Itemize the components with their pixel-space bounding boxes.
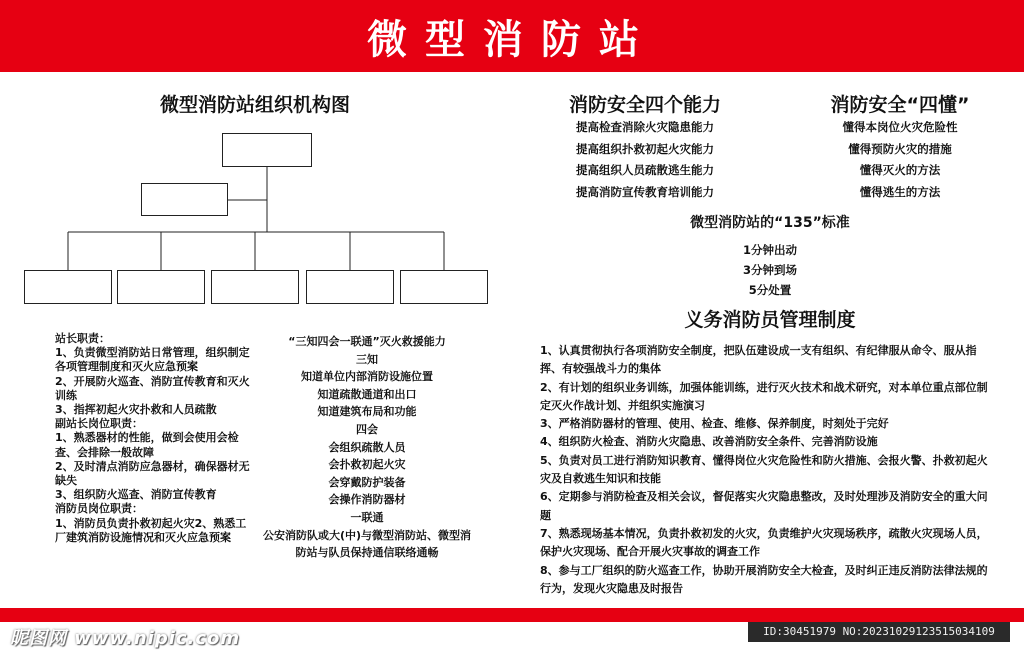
- org-box-deputy-chief: [141, 183, 228, 216]
- four-abilities-list: [535, 117, 755, 203]
- org-chart-title: 微型消防站组织机构图: [159, 94, 350, 116]
- volunteer-rules-item: 1、认真贯彻执行各项消防安全制度，把队伍建设成一支有组织、有纪律服从命令、服从指挥、有较强战斗力的集体: [540, 344, 977, 376]
- volunteer-rules-item: 7、熟悉现场基本情况，负责扑救初发的火灾，负责维护火灾现场秩序，疏散火灾现场人员，保护火灾现场、配合开展火灾事故的调查工作: [540, 526, 988, 559]
- three-four-line: 知道疏散通道和出口: [317, 387, 417, 401]
- three-four-line: 会穿戴防护装备: [328, 475, 406, 489]
- four-abilities-item: 提高组织人员疏散逃生能力: [576, 163, 714, 177]
- three-four-line: 知道单位内部消防设施位置: [301, 370, 433, 384]
- standard-135-list: [700, 240, 840, 300]
- station-duties-line: 2、及时清点消防应急器材，确保器材无缺失: [55, 459, 250, 488]
- four-knows-list: [800, 117, 1000, 203]
- nipic-watermark-id: ID:30451979 NO:20231029123515034109: [748, 622, 1010, 642]
- station-duties-line: 消防员岗位职责：: [55, 502, 143, 516]
- org-box-member-1: [24, 270, 112, 304]
- org-box-member-5: [400, 270, 488, 304]
- volunteer-rules-item: 8、参与工厂组织的防火巡查工作，协助开展消防安全大检查，及时纠正违反消防法律法规的行为，发现火灾隐患及时报告: [540, 563, 988, 595]
- volunteer-rules-item: 5、负责对员工进行消防知识教育、懂得岗位火灾危险性和防火措施、会报火警、扑救初起火灾及自救逃生知识和技能: [540, 453, 988, 486]
- three-four-line: 四会: [356, 422, 378, 436]
- three-four-line: 一联通: [350, 510, 384, 524]
- three-four-line: 会扑救初起火灾: [328, 458, 406, 472]
- standard-135-item: 5分处置: [748, 283, 792, 297]
- org-box-member-3: [211, 270, 299, 304]
- three-four-line: 三知: [356, 352, 378, 366]
- three-four-line: 会操作消防器材: [328, 493, 406, 507]
- four-knows-item: 懂得预防火灾的措施: [848, 141, 952, 156]
- four-knows-item: 懂得逃生的方法: [859, 184, 941, 199]
- four-abilities-item: 提高组织扑救初起火灾能力: [576, 141, 714, 156]
- volunteer-rules-title: 义务消防员管理制度: [684, 309, 856, 331]
- station-duties-line: 2、开展防火巡查、消防宣传教育和灭火训练: [55, 374, 250, 402]
- four-abilities-item: 提高消防宣传教育培训能力: [576, 184, 714, 199]
- station-duties-line: 3、指挥初起火灾扑救和人员疏散: [55, 403, 217, 417]
- volunteer-rules-item: 3、严格消防器材的管理、使用、检查、维修、保养制度，时刻处于完好: [540, 417, 889, 431]
- four-abilities-title: 消防安全四个能力: [568, 94, 721, 116]
- station-duties-line: 3、组织防火巡查、消防宣传教育: [55, 488, 217, 502]
- three-knows-four-skills-block: [262, 333, 472, 562]
- org-box-station-chief: [222, 133, 312, 167]
- org-box-member-4: [306, 270, 394, 304]
- four-abilities-item: 提高检查消除火灾隐患能力: [576, 120, 714, 134]
- standard-135-title: 微型消防站的“135”标准: [690, 215, 850, 231]
- station-duties-line: 站长职责：: [55, 332, 110, 345]
- bottom-red-band: [0, 608, 1024, 622]
- station-duties-line: 1、消防员负责扑救初起火灾2、熟悉工厂建筑消防设施情况和灭火应急预案: [55, 516, 247, 544]
- station-duties-line: 1、熟悉器材的性能，做到会使用会检查、会排除一般故障: [55, 431, 239, 459]
- nipic-watermark-logo: 昵图网 www.nipic.com: [10, 628, 241, 649]
- volunteer-rules-item: 6、定期参与消防检查及相关会议，督促落实火灾隐患整改，及时处理涉及消防安全的重大问题: [540, 490, 988, 522]
- four-knows-title: 消防安全“四懂”: [830, 94, 970, 116]
- volunteer-rules-list: [540, 342, 995, 598]
- station-duties-line: 1、负责微型消防站日常管理，组织制定各项管理制度和灭火应急预案: [55, 346, 250, 374]
- standard-135-item: 3分钟到场: [742, 263, 797, 277]
- volunteer-rules-item: 2、有计划的组织业务训练，加强体能训练，进行灭火技术和战术研究，对本单位重点部位制定灭火作战计划、并组织实施演习: [540, 380, 988, 412]
- standard-135-item: 1分钟出动: [742, 243, 797, 257]
- station-duties-line: 副站长岗位职责：: [55, 417, 143, 431]
- org-box-member-2: [117, 270, 205, 304]
- three-four-line: 公安消防队或大(中)与微型消防站、微型消防站与队员保持通信联络通畅: [262, 528, 472, 560]
- station-duties-block: [55, 332, 255, 545]
- volunteer-rules-item: 4、组织防火检查、消防火灾隐患、改善消防安全条件、完善消防设施: [540, 435, 878, 449]
- three-four-line: 知道建筑布局和功能: [317, 405, 417, 419]
- page-title: 微型消防站: [367, 17, 657, 63]
- three-four-line: “三知四会一联通”灭火救援能力: [288, 335, 446, 348]
- four-knows-item: 懂得灭火的方法: [859, 163, 941, 177]
- four-knows-item: 懂得本岗位火灾危险性: [842, 120, 958, 134]
- three-four-line: 会组织疏散人员: [328, 440, 406, 454]
